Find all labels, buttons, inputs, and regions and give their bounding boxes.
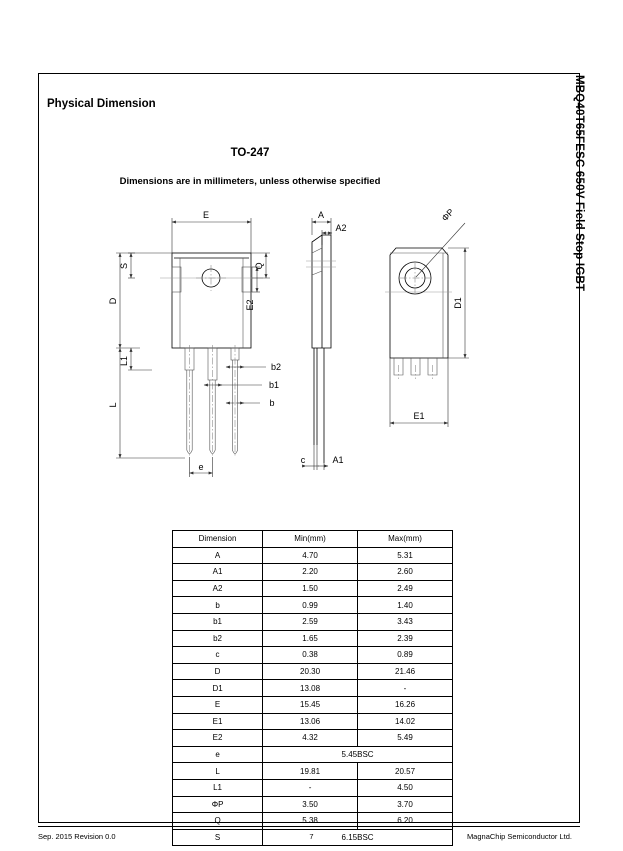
footer-company: MagnaChip Semiconductor Ltd.	[466, 832, 572, 841]
cell-dimension: A	[173, 547, 263, 564]
footer-revision: Sep. 2015 Revision 0.0	[38, 832, 116, 841]
cell-max: 1.40	[358, 597, 453, 614]
label-b2: b2	[270, 362, 282, 372]
table-row	[173, 746, 453, 763]
cell-min: -	[263, 779, 358, 796]
table-row	[173, 613, 453, 630]
label-e: e	[198, 462, 204, 472]
footer-divider	[38, 826, 580, 827]
cell-dimension: b	[173, 597, 263, 614]
label-L1: L1	[119, 355, 129, 367]
cell-max: 2.60	[358, 564, 453, 581]
label-Q: Q	[254, 262, 264, 270]
page-title: Physical Dimension	[47, 98, 156, 110]
table-row	[173, 796, 453, 813]
cell-min: 20.30	[263, 663, 358, 680]
cell-max: 2.49	[358, 580, 453, 597]
cell-span-value: 5.45BSC	[263, 746, 453, 763]
cell-min: 13.06	[263, 713, 358, 730]
label-b: b	[269, 398, 275, 408]
cell-dimension: S	[173, 829, 263, 846]
cell-max: 3.43	[358, 613, 453, 630]
cell-min: 5.38	[263, 813, 358, 830]
cell-max: 20.57	[358, 763, 453, 780]
side-part-label: MBQ40T65FESC 650V Field Stop IGBT	[573, 75, 585, 292]
cell-dimension: b1	[173, 613, 263, 630]
cell-dimension: e	[173, 746, 263, 763]
label-E2: E2	[245, 299, 255, 311]
label-b1: b1	[268, 380, 280, 390]
label-A2: A2	[335, 223, 347, 233]
col-header-dimension: Dimension	[173, 531, 263, 548]
cell-max: 16.26	[358, 696, 453, 713]
cell-min: 13.08	[263, 680, 358, 697]
col-header-min: Min(mm)	[263, 531, 358, 548]
cell-max: 4.50	[358, 779, 453, 796]
cell-dimension: L1	[173, 779, 263, 796]
front-view	[108, 210, 281, 477]
table-row	[173, 779, 453, 796]
table-row	[173, 597, 453, 614]
cell-min: 4.32	[263, 730, 358, 747]
label-D: D	[108, 297, 118, 305]
cell-dimension: ΦP	[173, 796, 263, 813]
label-c: c	[300, 455, 306, 465]
cell-dimension: D	[173, 663, 263, 680]
cell-dimension: E1	[173, 713, 263, 730]
cell-max: 6.20	[358, 813, 453, 830]
cell-dimension: D1	[173, 680, 263, 697]
back-view	[385, 207, 469, 427]
label-A: A	[317, 210, 325, 220]
table-row	[173, 564, 453, 581]
table-row	[173, 680, 453, 697]
units-note: Dimensions are in millimeters, unless otherwise specified	[119, 176, 381, 187]
cell-min: 0.38	[263, 647, 358, 664]
footer-page-number: 7	[309, 832, 314, 841]
label-L: L	[108, 402, 118, 408]
cell-min: 4.70	[263, 547, 358, 564]
package-drawings	[100, 195, 510, 500]
table-row	[173, 663, 453, 680]
dimension-table	[172, 530, 453, 846]
cell-max: 0.89	[358, 647, 453, 664]
cell-max: 21.46	[358, 663, 453, 680]
cell-span-value: 6.15BSC	[263, 829, 453, 846]
label-S: S	[119, 262, 129, 270]
table-header-row	[173, 531, 453, 548]
cell-max: 5.49	[358, 730, 453, 747]
cell-min: 15.45	[263, 696, 358, 713]
cell-dimension: Q	[173, 813, 263, 830]
package-title: TO-247	[230, 147, 270, 159]
table-row	[173, 580, 453, 597]
col-header-max: Max(mm)	[358, 531, 453, 548]
side-view	[301, 210, 347, 470]
table-row	[173, 647, 453, 664]
cell-dimension: E	[173, 696, 263, 713]
table-row	[173, 763, 453, 780]
cell-min: 1.50	[263, 580, 358, 597]
cell-min: 19.81	[263, 763, 358, 780]
cell-max: -	[358, 680, 453, 697]
cell-min: 1.65	[263, 630, 358, 647]
label-A1: A1	[332, 455, 344, 465]
cell-dimension: A2	[173, 580, 263, 597]
cell-dimension: b2	[173, 630, 263, 647]
cell-min: 2.59	[263, 613, 358, 630]
cell-max: 5.31	[358, 547, 453, 564]
cell-min: 3.50	[263, 796, 358, 813]
label-D1: D1	[453, 297, 463, 309]
cell-min: 2.20	[263, 564, 358, 581]
cell-max: 14.02	[358, 713, 453, 730]
cell-min: 0.99	[263, 597, 358, 614]
label-PhiP: ΦP	[439, 206, 456, 224]
label-E1: E1	[413, 411, 425, 421]
table-row	[173, 730, 453, 747]
table-row	[173, 696, 453, 713]
cell-max: 2.39	[358, 630, 453, 647]
label-E: E	[202, 210, 210, 220]
cell-dimension: c	[173, 647, 263, 664]
cell-max: 3.70	[358, 796, 453, 813]
table-row	[173, 547, 453, 564]
cell-dimension: L	[173, 763, 263, 780]
cell-dimension: A1	[173, 564, 263, 581]
cell-dimension: E2	[173, 730, 263, 747]
table-row	[173, 630, 453, 647]
table-row	[173, 713, 453, 730]
